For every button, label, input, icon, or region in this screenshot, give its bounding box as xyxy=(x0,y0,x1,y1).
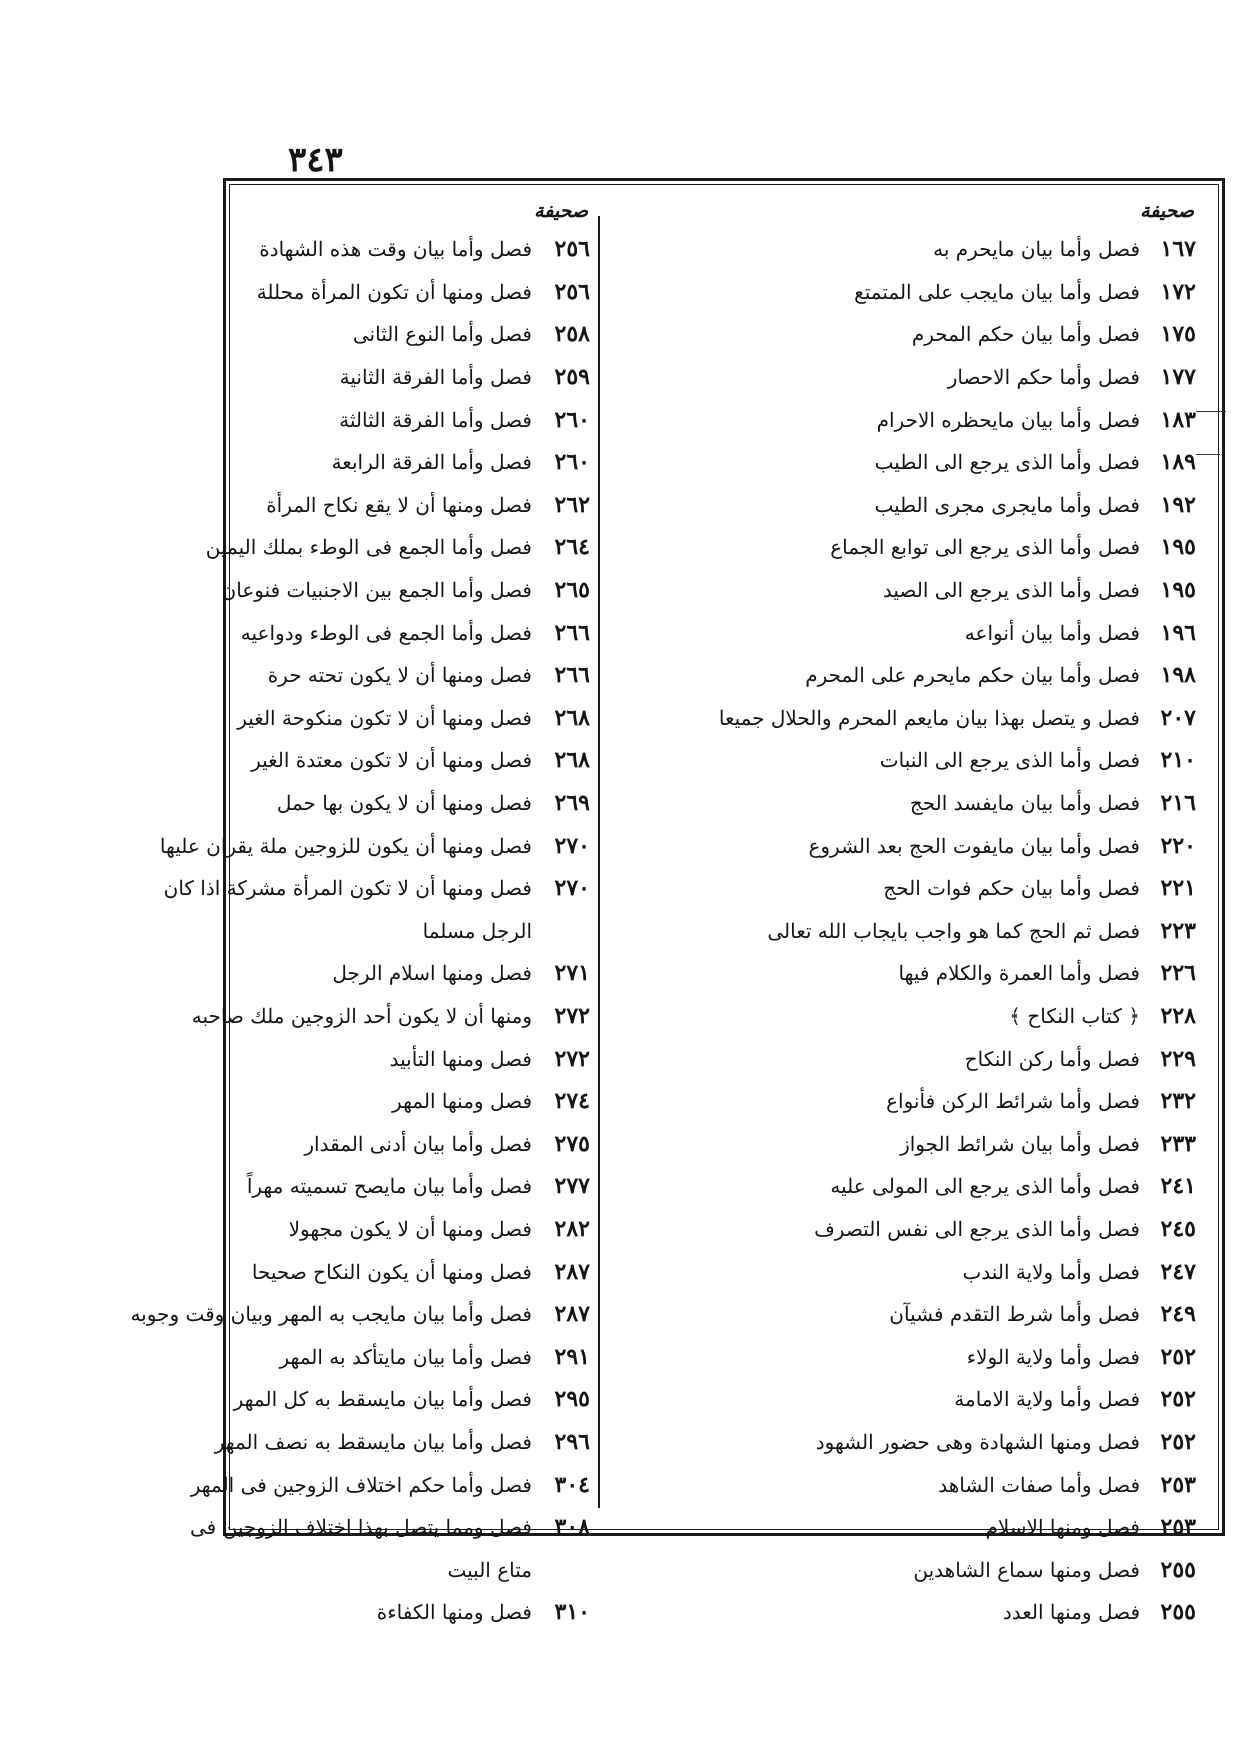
toc-entry xyxy=(604,1335,1202,1378)
toc-entry xyxy=(236,782,596,825)
toc-page-number: ٢٢٦ xyxy=(1160,960,1196,987)
toc-entry-title: فصل ثم الحج كما هو واجب بايجاب الله تعالى xyxy=(767,918,1140,943)
toc-entry xyxy=(130,1293,596,1336)
toc-entry xyxy=(604,1293,1202,1336)
toc-page-number: ٢٤٩ xyxy=(1160,1301,1196,1328)
toc-entry xyxy=(190,1506,596,1549)
toc-page-number: ٢٣٢ xyxy=(1160,1088,1196,1115)
toc-entry xyxy=(604,739,1202,782)
toc-entry xyxy=(190,1463,596,1506)
toc-page-number: ٢٢١ xyxy=(1160,875,1196,902)
toc-entry-title: فصل وأما بيان مايتأكد به المهر xyxy=(279,1344,532,1369)
toc-page-number: ٢٥٣ xyxy=(1160,1514,1196,1541)
toc-page-number: ٢٥٢ xyxy=(1160,1428,1196,1455)
toc-entry-title: فصل وأما الذى يرجع الى الصيد xyxy=(882,578,1140,603)
toc-entry-title: فصل وأما ولاية الامامة xyxy=(954,1387,1140,1412)
toc-entry xyxy=(236,739,596,782)
toc-entry-title: فصل وأما الجمع فى الوطء بملك اليمين xyxy=(205,535,532,560)
toc-entry-title: فصل وأما بيان مايسقط به نصف المهر xyxy=(214,1429,532,1454)
toc-entry-title: فصل ومنها الاسلام xyxy=(985,1515,1140,1540)
toc-entry-title: فصل ومنها أن لا تكون معتدة الغير xyxy=(251,748,532,773)
toc-entry-title: فصل وأما ولاية الندب xyxy=(962,1259,1140,1284)
toc-entry-title: فصل وأما بيان شرائط الجواز xyxy=(900,1131,1140,1156)
toc-entry-title: فصل وأما بيان مايحظره الاحرام xyxy=(876,407,1140,432)
toc-page-number: ٢٢٣ xyxy=(1160,917,1196,944)
toc-entry-title: فصل ومنها أن لا يكون تحته حرة xyxy=(267,663,532,688)
toc-entry xyxy=(604,1037,1202,1080)
toc-entry xyxy=(604,1506,1202,1549)
toc-entry xyxy=(159,824,596,867)
toc-page-number: ٢٧٤ xyxy=(554,1088,590,1115)
toc-list xyxy=(604,228,1202,1634)
toc-entry xyxy=(236,654,596,697)
toc-entry xyxy=(236,441,596,484)
toc-entry xyxy=(236,1037,596,1080)
toc-entry-title: فصل وأما بيان حكم المحرم xyxy=(911,322,1140,347)
toc-entry xyxy=(236,697,596,740)
toc-entry xyxy=(604,1250,1202,1293)
toc-page-number: ٣٠٨ xyxy=(554,1514,590,1541)
toc-entry-title: فصل ومنها أن لا يكون مجهولا xyxy=(288,1216,532,1241)
toc-entry-title: فصل وأما شرائط الركن فأنواع xyxy=(886,1089,1140,1114)
toc-entry xyxy=(604,1165,1202,1208)
toc-entry xyxy=(604,484,1202,527)
toc-entry xyxy=(604,569,1202,612)
toc-page-number: ٢٩٥ xyxy=(554,1386,590,1413)
toc-page-number: ٢٨٧ xyxy=(554,1258,590,1285)
toc-entry xyxy=(191,995,596,1038)
toc-entry xyxy=(236,1080,596,1123)
toc-entry-title: فصل وأما ولاية الولاء xyxy=(966,1344,1140,1369)
toc-entry-title: فصل وأما العمرة والكلام فيها xyxy=(898,961,1140,986)
toc-entry-title: فصل وأما مايجرى مجرى الطيب xyxy=(874,492,1140,517)
toc-page-number: ٢٢٩ xyxy=(1160,1045,1196,1072)
toc-page-number: ٢٢٠ xyxy=(1160,832,1196,859)
toc-page-number: ٢٠٧ xyxy=(1160,704,1196,731)
toc-entry xyxy=(604,782,1202,825)
toc-entry-title: فصل ومنها الشهادة وهى حضور الشهود xyxy=(815,1429,1140,1454)
toc-page-number: ٢٤٥ xyxy=(1160,1215,1196,1242)
toc-entry xyxy=(236,1335,596,1378)
toc-page-number: ٢٧٢ xyxy=(554,1002,590,1029)
toc-page-number: ٢٩٦ xyxy=(554,1428,590,1455)
toc-entry xyxy=(604,1378,1202,1421)
toc-entry-title: فصل ومنها التأبيد xyxy=(389,1046,532,1071)
toc-page-number: ٢٧٧ xyxy=(554,1173,590,1200)
toc-page-number: ٣٠٤ xyxy=(554,1471,590,1498)
toc-page-number: ٣١٠ xyxy=(554,1599,590,1626)
toc-entry-title: فصل وأما بيان مايسقط به كل المهر xyxy=(233,1387,532,1412)
toc-entry xyxy=(214,1421,596,1464)
toc-page-number: ٢٥٥ xyxy=(1160,1556,1196,1583)
toc-page-number: ١٩٢ xyxy=(1160,491,1196,518)
toc-entry-title: ﴿ كتاب النكاح ﴾ xyxy=(1009,1003,1140,1028)
toc-entry xyxy=(604,1463,1202,1506)
toc-page-number: ٢٧١ xyxy=(554,960,590,987)
toc-entry xyxy=(236,1250,596,1293)
toc-list xyxy=(130,228,596,1634)
column-header: صحيفة xyxy=(534,200,588,222)
toc-entry-title: فصل وأما بيان مايحرم به xyxy=(933,237,1140,262)
toc-entry-title: فصل ومنها أن لا تكون المرأة مشركة اذا كان xyxy=(163,876,532,901)
toc-entry-title: فصل وأما بيان أنواعه xyxy=(964,620,1140,645)
toc-page-number: ١٨٣ xyxy=(1160,406,1196,433)
toc-entry xyxy=(604,1122,1202,1165)
toc-entry xyxy=(236,611,596,654)
toc-page-number: ٢٦٩ xyxy=(554,790,590,817)
toc-page-number: ٢١٦ xyxy=(1160,790,1196,817)
toc-page-number: ٢٥٥ xyxy=(1160,1599,1196,1626)
toc-page-number: ٢٦٠ xyxy=(554,406,590,433)
toc-entry-title: ومنها أن لا يكون أحد الزوجين ملك صاحبه xyxy=(191,1003,532,1028)
toc-entry-title: فصل وأما بيان مايصح تسميته مهراً xyxy=(246,1174,532,1199)
toc-entry-title: فصل ومنها أن يكون للزوجين ملة يقران عليها xyxy=(159,833,532,858)
toc-entry-title: فصل وأما النوع الثانى xyxy=(352,322,532,347)
toc-column-right xyxy=(604,200,1202,1634)
toc-page-number: ٢٦٥ xyxy=(554,577,590,604)
toc-page-number: ١٧٧ xyxy=(1160,364,1196,391)
toc-entry xyxy=(236,952,596,995)
toc-entry-title: فصل وأما الفرقة الثانية xyxy=(339,365,532,390)
toc-page-number: ٢٧٥ xyxy=(554,1130,590,1157)
toc-page-number: ٢٦٦ xyxy=(554,619,590,646)
toc-page-number: ١٨٩ xyxy=(1160,449,1196,476)
toc-entry-title: فصل ومنها العدد xyxy=(1002,1600,1140,1625)
toc-entry xyxy=(604,910,1202,953)
toc-entry-title: فصل وأما الفرقة الرابعة xyxy=(331,450,532,475)
toc-entry-title: فصل وأما بيان مايفوت الحج بعد الشروع xyxy=(808,833,1140,858)
toc-entry-title: فصل وأما ركن النكاح xyxy=(964,1046,1140,1071)
toc-entry-title: فصل وأما بيان حكم فوات الحج xyxy=(883,876,1140,901)
toc-entry-title: فصل وأما الذى يرجع الى توابع الجماع xyxy=(830,535,1140,560)
toc-entry-title: فصل ومنها سماع الشاهدين xyxy=(913,1557,1140,1582)
toc-page-number: ٢٧٠ xyxy=(554,832,590,859)
toc-page-number: ٢٤١ xyxy=(1160,1173,1196,1200)
toc-entry xyxy=(236,1548,596,1591)
toc-page-number: ٢٥٦ xyxy=(554,236,590,263)
toc-entry xyxy=(604,1548,1202,1591)
toc-entry-title: فصل وأما الجمع بين الاجنبيات فنوعان xyxy=(221,578,532,603)
toc-page-number: ٢٩١ xyxy=(554,1343,590,1370)
toc-entry-title: فصل وأما بيان أدنى المقدار xyxy=(304,1131,532,1156)
toc-page-number: ١٧٥ xyxy=(1160,321,1196,348)
column-divider xyxy=(598,216,600,1508)
toc-entry-title: فصل وأما الجمع فى الوطء ودواعيه xyxy=(240,620,532,645)
toc-entry-title: فصل وأما حكم اختلاف الزوجين فى المهر xyxy=(190,1472,532,1497)
toc-page-number: ٢٦٦ xyxy=(554,662,590,689)
toc-page-number: ٢٦٠ xyxy=(554,449,590,476)
toc-entry xyxy=(221,569,596,612)
toc-page-number: ٢٥٩ xyxy=(554,364,590,391)
toc-entry-title: فصل ومما يتصل بهذا اختلاف الزوجين فى xyxy=(190,1515,532,1540)
toc-page-number: ٢٥٢ xyxy=(1160,1343,1196,1370)
toc-entry-title: فصل وأما بيان مايفسد الحج xyxy=(909,791,1140,816)
toc-page-number: ٢٧٠ xyxy=(554,875,590,902)
toc-entry xyxy=(236,484,596,527)
toc-page-number: ١٩٥ xyxy=(1160,577,1196,604)
toc-column-left xyxy=(130,200,596,1634)
toc-entry xyxy=(236,228,596,271)
toc-entry-title: فصل وأما الذى يرجع الى المولى عليه xyxy=(830,1174,1140,1199)
toc-entry-title: فصل ومنها اسلام الرجل xyxy=(332,961,532,986)
toc-entry xyxy=(604,1208,1202,1251)
toc-page-number: ٢٢٨ xyxy=(1160,1002,1196,1029)
toc-entry-title: فصل وأما شرط التقدم فشيآن xyxy=(889,1302,1140,1327)
toc-entry xyxy=(604,654,1202,697)
toc-entry-title: متاع البيت xyxy=(447,1557,532,1582)
toc-entry-title: فصل وأما الذى يرجع الى الطيب xyxy=(874,450,1140,475)
toc-entry-title: فصل وأما حكم الاحصار xyxy=(947,365,1140,390)
toc-entry xyxy=(236,313,596,356)
toc-entry xyxy=(604,526,1202,569)
toc-entry xyxy=(604,313,1202,356)
toc-page-number: ٢٥٣ xyxy=(1160,1471,1196,1498)
toc-entry-title: فصل ومنها المهر xyxy=(392,1089,532,1114)
toc-page-number: ١٩٥ xyxy=(1160,534,1196,561)
page-number: ٣٤٣ xyxy=(288,140,343,180)
toc-entry-title: فصل وأما الذى يرجع الى نفس التصرف xyxy=(814,1216,1140,1241)
toc-entry-title: فصل وأما الذى يرجع الى النبات xyxy=(879,748,1140,773)
toc-entry-title: فصل وأما صفات الشاهد xyxy=(938,1472,1140,1497)
toc-entry xyxy=(604,611,1202,654)
toc-page-number: ٢٨٧ xyxy=(554,1301,590,1328)
toc-entry-title: فصل ومنها أن تكون المرأة محللة xyxy=(256,279,532,304)
toc-entry-title: فصل ومنها أن لا يقع نكاح المرأة xyxy=(266,492,532,517)
toc-entry-title: فصل ومنها أن لا يكون بها حمل xyxy=(276,791,532,816)
toc-page-number: ٢٦٨ xyxy=(554,747,590,774)
toc-entry xyxy=(604,867,1202,910)
toc-page-number: ١٦٧ xyxy=(1160,236,1196,263)
toc-page-number: ٢٦٤ xyxy=(554,534,590,561)
toc-page-number: ٢٥٢ xyxy=(1160,1386,1196,1413)
toc-entry-title: فصل و يتصل بهذا بيان مايعم المحرم والحلال جميعا xyxy=(718,705,1140,730)
toc-page-number: ١٧٢ xyxy=(1160,278,1196,305)
toc-entry-title: فصل ومنها أن يكون النكاح صحيحا xyxy=(251,1259,532,1284)
toc-entry xyxy=(604,441,1202,484)
toc-entry-title: فصل وأما بيان وقت هذه الشهادة xyxy=(259,237,532,262)
toc-entry xyxy=(233,1378,596,1421)
toc-entry-title: فصل وأما بيان حكم مايحرم على المحرم xyxy=(805,663,1140,688)
toc-entry-title: فصل وأما بيان مايجب على المتمتع xyxy=(854,279,1140,304)
toc-entry xyxy=(236,356,596,399)
toc-page-number: ٢٦٨ xyxy=(554,704,590,731)
toc-entry xyxy=(604,1080,1202,1123)
toc-page-number: ٢٨٢ xyxy=(554,1215,590,1242)
toc-entry xyxy=(604,356,1202,399)
toc-entry xyxy=(236,1591,596,1634)
toc-page-number: ٢٥٦ xyxy=(554,278,590,305)
toc-entry-title: فصل وأما الفرقة الثالثة xyxy=(339,407,532,432)
toc-entry xyxy=(163,867,596,910)
toc-entry xyxy=(604,398,1202,441)
toc-page-number: ٢٧٢ xyxy=(554,1045,590,1072)
toc-page-number: ٢٤٧ xyxy=(1160,1258,1196,1285)
toc-page-number: ١٩٦ xyxy=(1160,619,1196,646)
toc-entry xyxy=(236,1122,596,1165)
toc-entry xyxy=(236,398,596,441)
toc-entry xyxy=(604,952,1202,995)
toc-page-number: ٢١٠ xyxy=(1160,747,1196,774)
toc-entry xyxy=(604,271,1202,314)
toc-page-number: ٢٦٢ xyxy=(554,491,590,518)
toc-entry xyxy=(604,995,1202,1038)
toc-entry-title: فصل وأما بيان مايجب به المهر وبيان وقت وجوبه xyxy=(130,1302,532,1327)
toc-entry xyxy=(236,1165,596,1208)
toc-entry-title: الرجل مسلما xyxy=(422,918,532,943)
toc-entry xyxy=(236,910,596,953)
toc-page-number: ٢٥٨ xyxy=(554,321,590,348)
toc-entry xyxy=(604,824,1202,867)
toc-entry xyxy=(236,271,596,314)
toc-entry xyxy=(604,1591,1202,1634)
toc-entry xyxy=(604,228,1202,271)
toc-entry-title: فصل ومنها الكفاءة xyxy=(376,1600,532,1625)
toc-entry-title: فصل ومنها أن لا تكون منكوحة الغير xyxy=(237,705,532,730)
toc-page-number: ٢٣٣ xyxy=(1160,1130,1196,1157)
toc-entry xyxy=(604,1421,1202,1464)
toc-entry xyxy=(604,697,1202,740)
toc-entry xyxy=(236,1208,596,1251)
toc-page-number: ١٩٨ xyxy=(1160,662,1196,689)
toc-entry xyxy=(205,526,596,569)
column-header: صحيفة xyxy=(1140,200,1194,222)
